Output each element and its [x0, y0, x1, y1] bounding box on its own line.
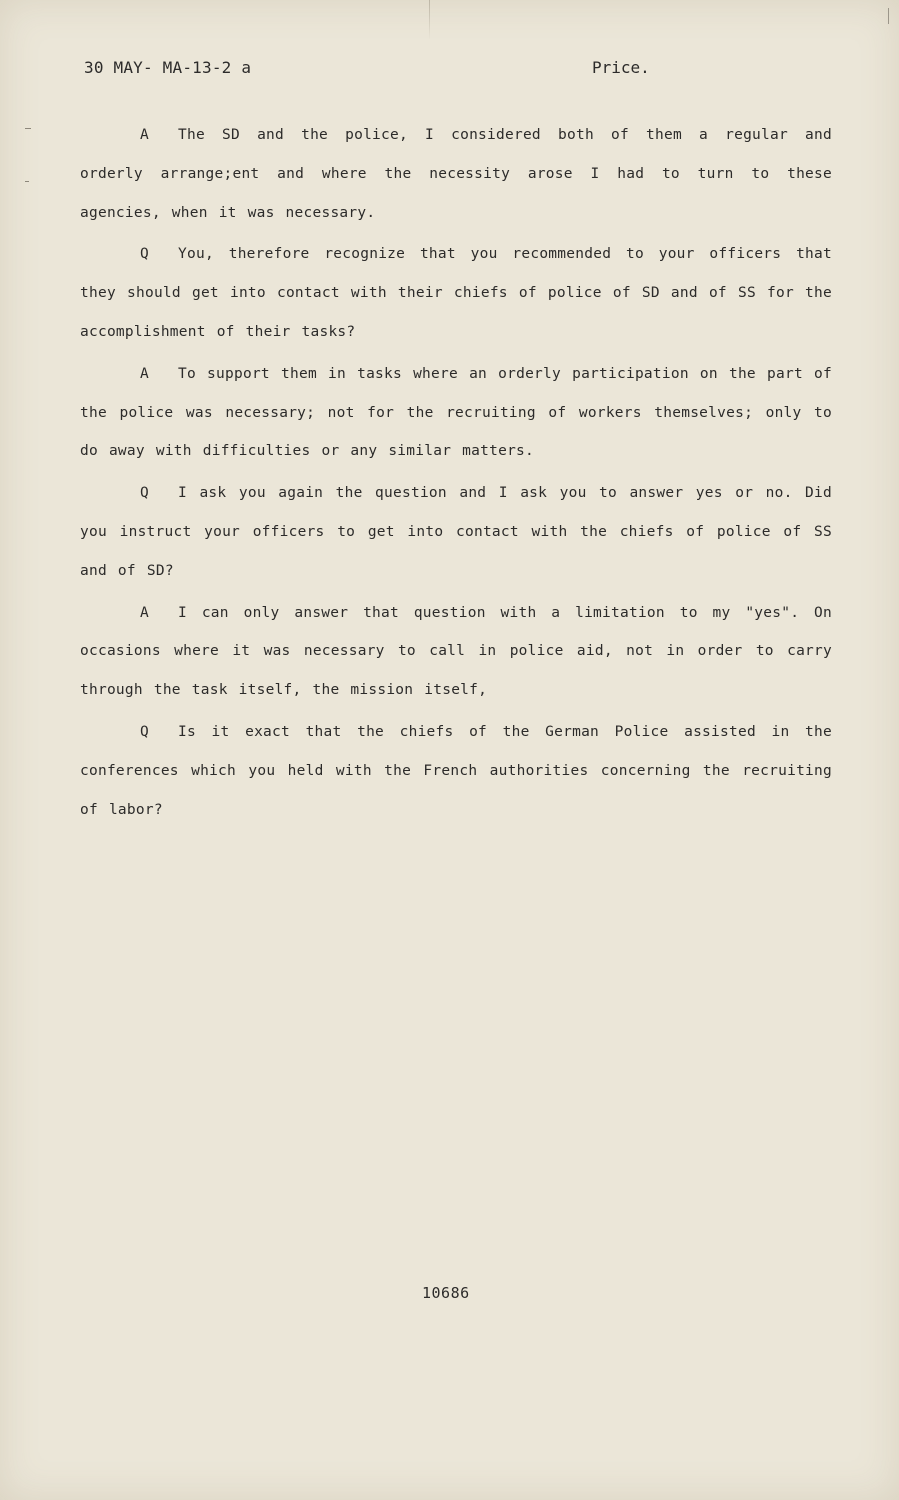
speaker-label: Q: [140, 485, 149, 502]
transcript-paragraph: [80, 594, 832, 710]
page-number: 10686: [422, 1284, 470, 1302]
speaker-label: Q: [140, 723, 149, 740]
speaker-label: Q: [140, 246, 149, 263]
margin-tick-mark: [25, 128, 31, 129]
transcript-paragraph: [80, 713, 832, 829]
margin-tick-mark: [25, 181, 29, 182]
transcript-paragraph: [80, 116, 832, 232]
speaker-label: A: [140, 127, 149, 143]
witness-name: Price.: [592, 58, 650, 77]
transcript-body: [80, 116, 832, 832]
paragraph-text: I ask you again the question and I ask you to answer yes or no. Did you instruct your officers to get into contact with the chiefs of police of SS and of SD?: [80, 485, 832, 579]
speaker-label: A: [140, 365, 149, 382]
speaker-label: A: [140, 604, 149, 621]
transcript-paragraph: [80, 474, 832, 590]
page-header: [84, 58, 659, 82]
paper-fold-line: [429, 0, 430, 40]
session-reference: 30 MAY- MA-13-2 a: [84, 58, 252, 77]
page-edge-mark: [888, 8, 889, 24]
paragraph-text: To support them in tasks where an orderly participation on the part of the police was necessary; not for the recruiting of workers themselves; only to do away with difficulties or any similar matters.: [80, 365, 832, 460]
paragraph-text: You, therefore recognize that you recommended to your officers that they should get into contact with their chiefs of police of SD and of SS for the accomplishment of their tasks?: [80, 246, 832, 340]
transcript-paragraph: [80, 235, 832, 351]
paragraph-text: The SD and the police, I considered both of them a regular and orderly arrange;ent and where the necessity arose I had to turn to these agencies, when it was necessary.: [80, 127, 832, 221]
paragraph-text: Is it exact that the chiefs of the German Police assisted in the conferences which you held with the French authorities concerning the recruiting of labor?: [80, 723, 832, 818]
transcript-paragraph: [80, 355, 832, 471]
paragraph-text: I can only answer that question with a limitation to my "yes". On occasions where it was necessary to call in police aid, not in order to carry through the task itself, the mission itself,: [80, 604, 832, 699]
